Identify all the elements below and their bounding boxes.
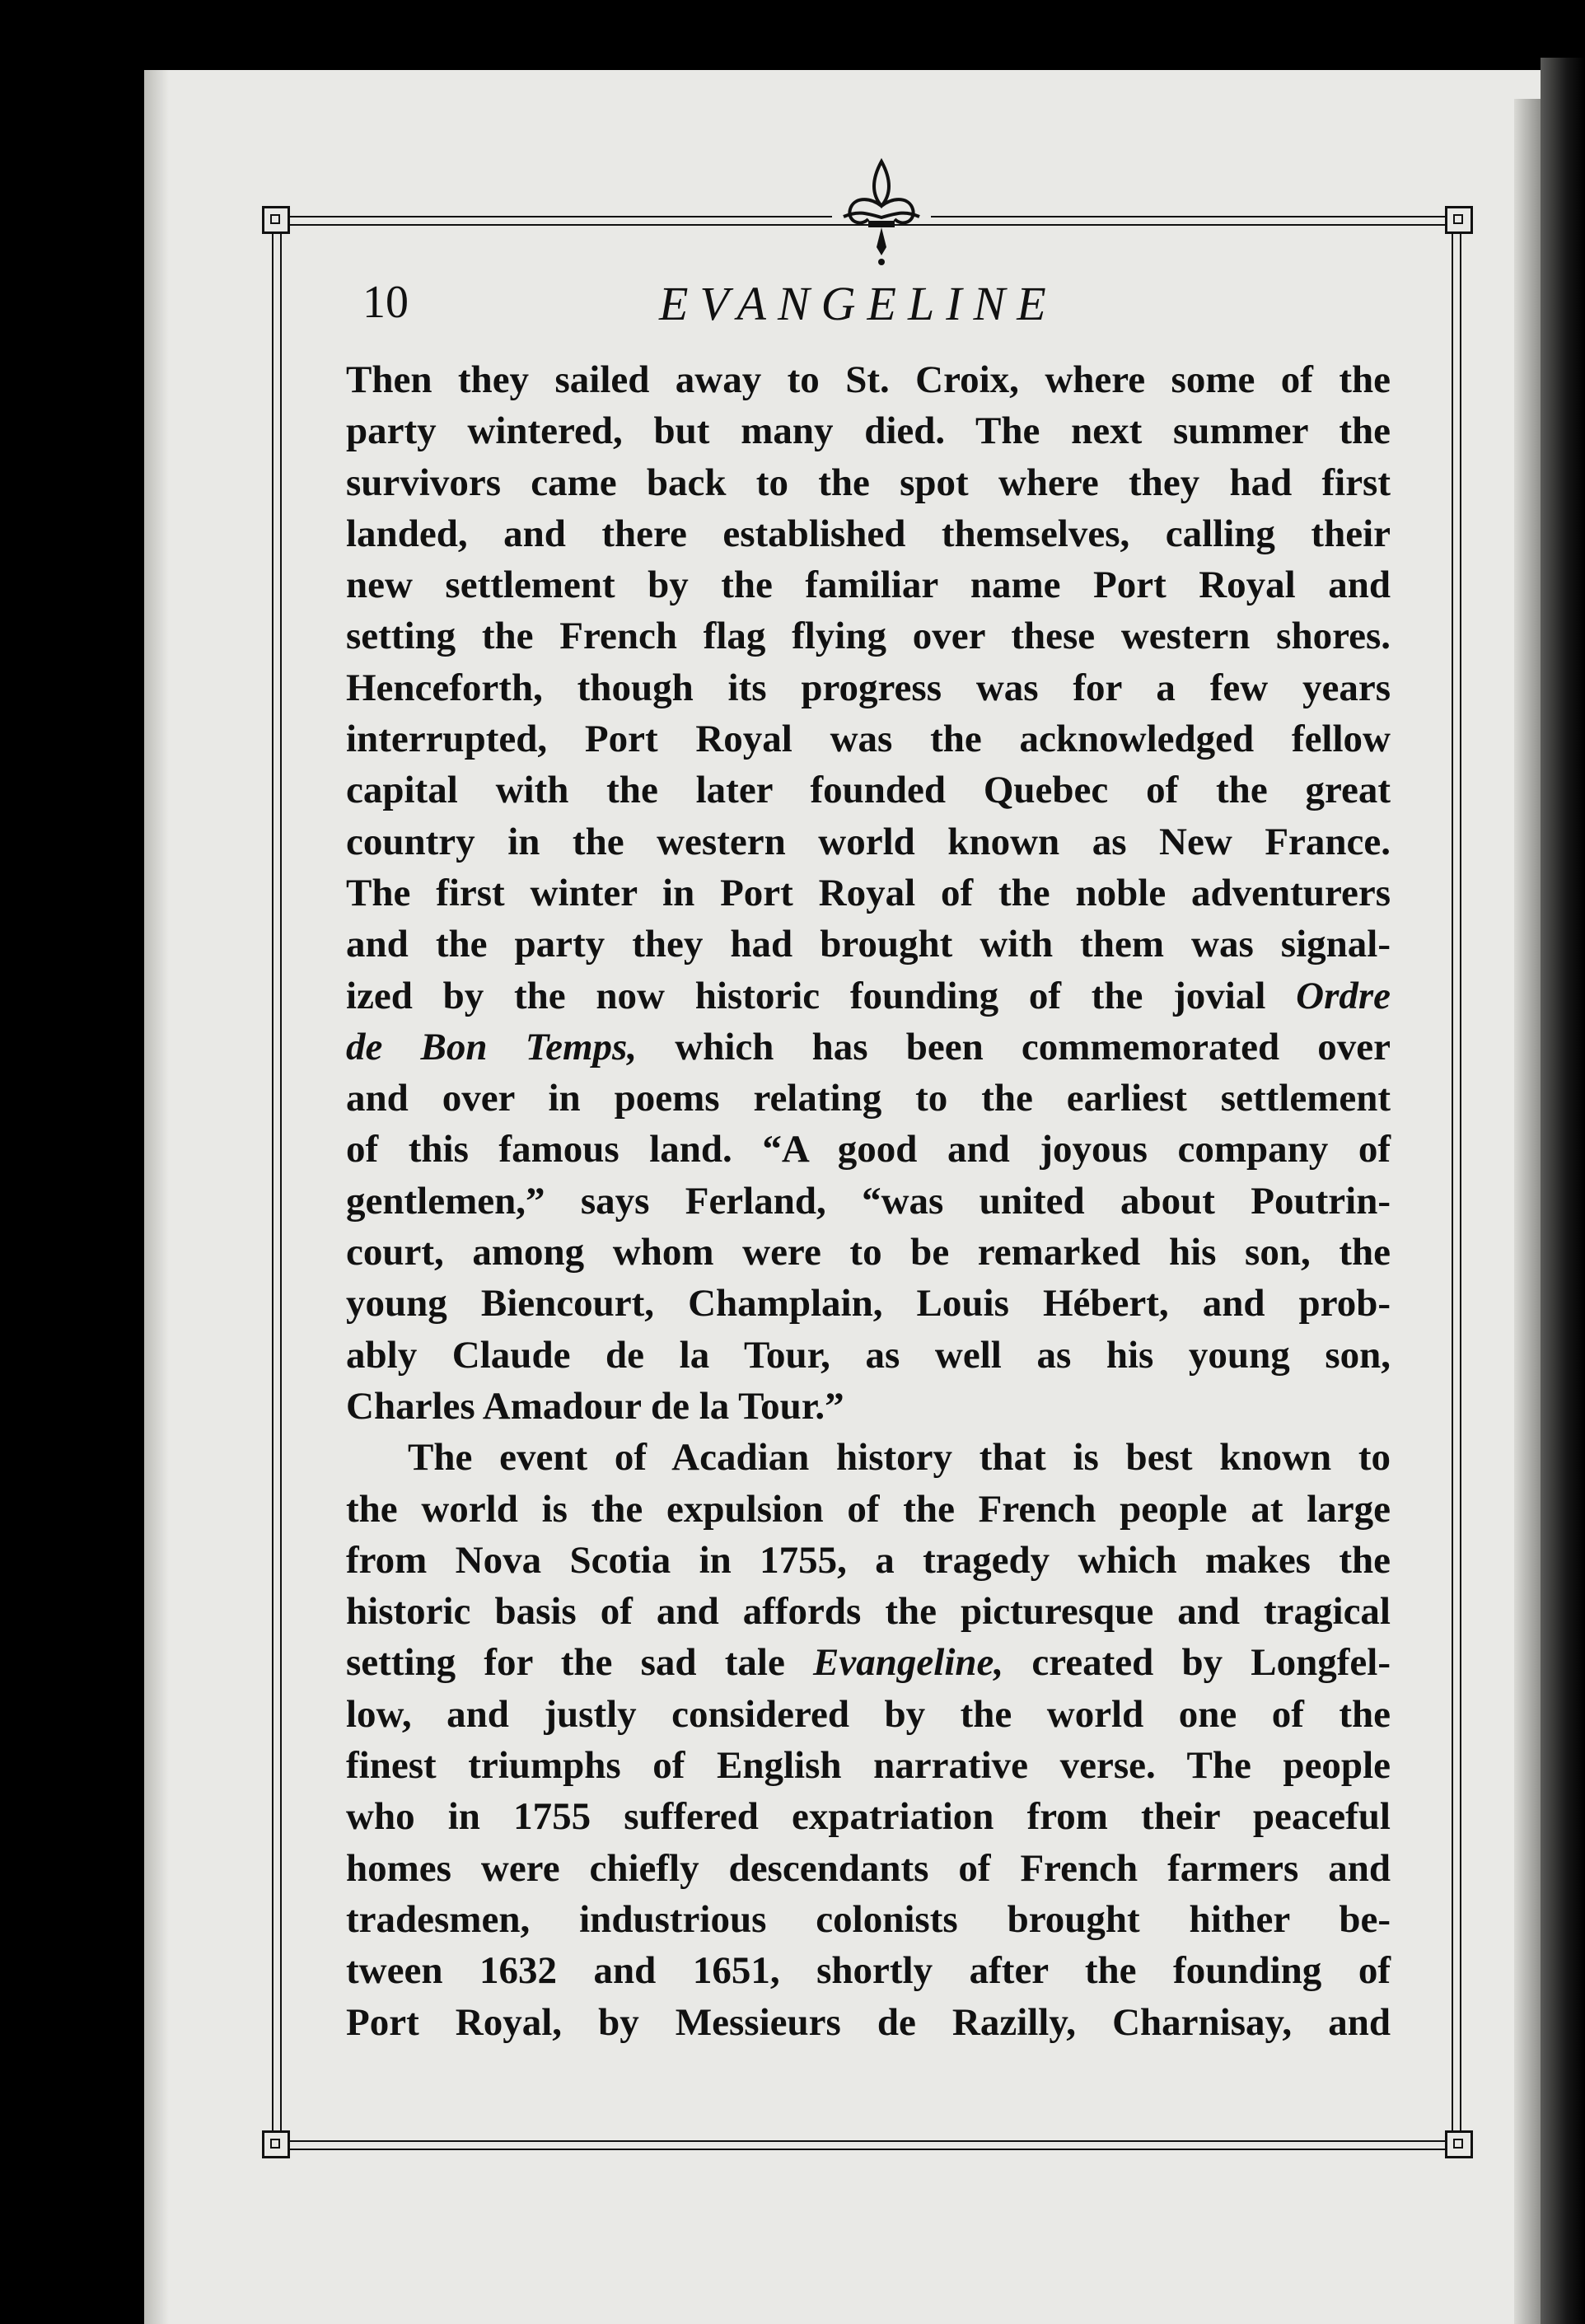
- text-line: homes were chiefly descendants of French farmers and: [346, 1846, 1391, 1890]
- text-line: court, among whom were to be remarked his son, the: [346, 1231, 1391, 1274]
- italic-term: Ordre: [1296, 974, 1391, 1017]
- text-segment: ized by the now historic founding of the jovial: [346, 974, 1266, 1017]
- frame-left-rule: [272, 216, 282, 2147]
- text-segment: setting for the sad tale: [346, 1641, 785, 1685]
- page-edge: [1514, 99, 1542, 2324]
- text-line: from Nova Scotia in 1755, a tragedy which makes the: [346, 1538, 1391, 1582]
- text-line: finest triumphs of English narrative verse. The people: [346, 1744, 1391, 1788]
- text-line: setting the French flag flying over these western shores.: [346, 615, 1391, 658]
- text-line: The event of Acadian history that is best known to: [408, 1436, 1391, 1480]
- text-line: gentlemen,” says Ferland, “was united about Poutrin-: [346, 1179, 1391, 1223]
- frame-corner-bottom-left: [262, 2130, 290, 2158]
- text-line: young Biencourt, Champlain, Louis Hébert, and prob-: [346, 1282, 1391, 1326]
- text-line: party wintered, but many died. The next summer the: [346, 409, 1391, 453]
- italic-term: de Bon Temps,: [346, 1025, 638, 1068]
- text-line: and the party they had brought with them was signal-: [346, 923, 1391, 966]
- text-line: and over in poems relating to the earliest settlement: [346, 1077, 1391, 1120]
- text-line: The first winter in Port Royal of the noble adventurers: [346, 871, 1391, 914]
- text-line: Then they sailed away to St. Croix, where some of the: [346, 358, 1391, 401]
- text-line: historic basis of and affords the picturesque and tragical: [346, 1590, 1391, 1634]
- text-line: low, and justly considered by the world one of the: [346, 1692, 1391, 1736]
- frame-corner-top-left: [262, 206, 290, 234]
- body-text: [346, 354, 1391, 2048]
- book-edge-shadow: [1541, 58, 1585, 2324]
- page-gutter-shadow: [144, 70, 169, 2324]
- text-segment: which has been commemorated over: [637, 1025, 1391, 1068]
- text-line: the world is the expulsion of the French people at large: [346, 1487, 1391, 1531]
- text-segment: created by Longfel-: [1003, 1641, 1391, 1685]
- text-line: survivors came back to the spot where they had first: [346, 461, 1391, 504]
- running-title: EVANGELINE: [659, 277, 1058, 330]
- text-line: Charles Amadour de la Tour.”: [346, 1384, 844, 1428]
- text-line: ably Claude de la Tour, as well as his young son,: [346, 1333, 1391, 1377]
- text-line: [346, 1637, 1391, 1688]
- text-line: country in the western world known as New France.: [346, 820, 1391, 863]
- text-line: interrupted, Port Royal was the acknowledged fellow: [346, 718, 1391, 761]
- text-line: Henceforth, though its progress was for a few years: [346, 666, 1391, 709]
- italic-term: Evangeline,: [813, 1641, 1004, 1685]
- text-line: capital with the later founded Quebec of the great: [346, 769, 1391, 812]
- text-line: tradesmen, industrious colonists brought hither be-: [346, 1897, 1391, 1941]
- text-line: tween 1632 and 1651, shortly after the founding of: [346, 1949, 1391, 1993]
- page-number: 10: [362, 277, 409, 328]
- frame-corner-top-right: [1445, 206, 1473, 234]
- frame-bottom-rule: [272, 2140, 1458, 2150]
- text-line: of this famous land. “A good and joyous company of: [346, 1128, 1391, 1171]
- frame-right-rule: [1452, 216, 1461, 2147]
- text-line: [346, 1022, 1391, 1073]
- text-line: who in 1755 suffered expatriation from their peaceful: [346, 1795, 1391, 1839]
- text-line: Port Royal, by Messieurs de Razilly, Charnisay, and: [346, 2000, 1391, 2044]
- text-line: new settlement by the familiar name Port Royal and: [346, 563, 1391, 607]
- page-header: [362, 276, 1400, 342]
- fleur-de-lis-icon: [832, 155, 931, 278]
- frame-corner-bottom-right: [1445, 2130, 1473, 2158]
- text-line: landed, and there established themselves, calling their: [346, 512, 1391, 555]
- text-line: [346, 970, 1391, 1022]
